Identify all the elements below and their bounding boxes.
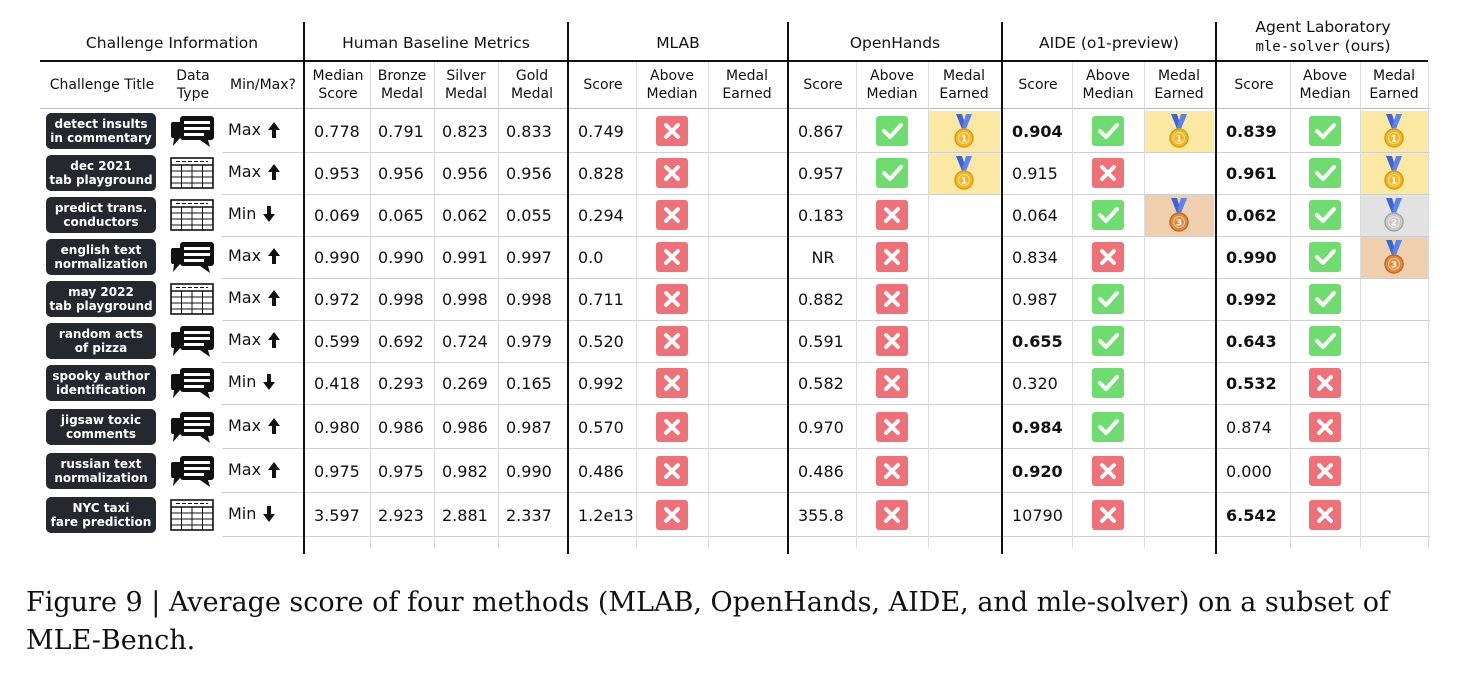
- min-max-indicator: [228, 162, 294, 181]
- silver-threshold-value: 0.823: [442, 121, 488, 141]
- below-median-cross-icon: [856, 236, 928, 278]
- arrow-up-icon: [267, 163, 281, 181]
- silver-threshold-value: 0.986: [442, 417, 488, 437]
- subheader-min-max: Min/Max?: [230, 77, 296, 93]
- mlab-score-value: 0.992: [578, 373, 624, 393]
- subheader-above-median-line: Above: [650, 68, 694, 84]
- subheader-gold-line: Medal: [510, 86, 554, 102]
- challenge-title-line: russian text: [60, 457, 142, 471]
- subheader-data-type-line: Type: [176, 86, 210, 102]
- subheader-above-median-line: Above: [870, 68, 914, 84]
- bronze-threshold-value: 0.293: [378, 373, 424, 393]
- gold-threshold-value: 0.165: [506, 373, 552, 393]
- challenge-title-pill: [46, 113, 156, 149]
- subheader-median-line: Median: [312, 68, 364, 84]
- challenge-title-line: normalization: [54, 257, 148, 271]
- min-max-indicator: [228, 372, 294, 391]
- group-divider-line: [1215, 22, 1217, 554]
- mlab-score-value: 0.749: [578, 121, 624, 141]
- challenge-title-line: spooky author: [52, 369, 150, 383]
- row-divider-line: [40, 108, 1430, 109]
- challenge-title-pill: [46, 409, 156, 445]
- challenge-title-pill: [46, 365, 156, 401]
- below-median-cross-icon: [1072, 152, 1144, 194]
- silver-threshold-value: 0.998: [442, 289, 488, 309]
- below-median-cross-icon: [856, 194, 928, 236]
- mle-score-value: 0.532: [1226, 373, 1277, 393]
- below-median-cross-icon: [636, 450, 708, 492]
- gold-medal-icon: [928, 112, 1000, 150]
- bronze-medal-icon: [1360, 238, 1428, 276]
- group-divider-line: [787, 22, 789, 554]
- gold-threshold-value: 0.998: [506, 289, 552, 309]
- mlab-score-value: 0.520: [578, 331, 624, 351]
- subheader-above-median-line: Median: [1082, 86, 1134, 102]
- group-header-line2: [1255, 37, 1390, 57]
- subheader-above-median: [1290, 62, 1360, 108]
- figure-caption: Figure 9 | Average score of four methods (MLAB, OpenHands, AIDE, and mle-solver) on a subset of MLE-Bench.: [26, 587, 1389, 656]
- median-score-value: 0.990: [314, 247, 360, 267]
- subheader-score: Score: [1234, 77, 1274, 93]
- above-median-check-icon: [1072, 278, 1144, 320]
- silver-threshold-value: 0.956: [442, 163, 488, 183]
- below-median-cross-icon: [636, 278, 708, 320]
- below-median-cross-icon: [636, 236, 708, 278]
- min-max-label: Max: [228, 288, 262, 307]
- below-median-cross-icon: [636, 494, 708, 536]
- silver-threshold-value: 0.062: [442, 205, 488, 225]
- challenge-title-line: of pizza: [74, 341, 128, 355]
- arrow-up-icon: [267, 331, 281, 349]
- arrow-down-icon: [262, 205, 276, 223]
- mle-score-value: 0.839: [1226, 121, 1277, 141]
- subheader-medal-earned-line: Earned: [1154, 86, 1204, 102]
- below-median-cross-icon: [1290, 450, 1360, 492]
- openhands-score-value: 0.867: [798, 121, 844, 141]
- challenge-title-line: random acts: [58, 327, 144, 341]
- group-header: OpenHands: [849, 33, 941, 52]
- above-median-check-icon: [856, 152, 928, 194]
- openhands-score-value: 0.957: [798, 163, 844, 183]
- above-median-check-icon: [1290, 278, 1360, 320]
- subheader-medal-earned-line: Medal: [1157, 68, 1201, 84]
- mlab-score-value: 0.0: [578, 247, 604, 267]
- subheader-challenge-title: Challenge Title: [49, 77, 155, 93]
- subheader-medal-earned: [1144, 62, 1214, 108]
- openhands-score-value: 355.8: [798, 505, 844, 525]
- subheader-score: Score: [803, 77, 843, 93]
- aide-score-value: 0.064: [1012, 205, 1058, 225]
- row-divider-line: [222, 448, 1430, 449]
- group-header: Human Baseline Metrics: [342, 33, 530, 52]
- challenge-title-line: jigsaw toxic: [60, 413, 142, 427]
- aide-score-value: 0.920: [1012, 461, 1063, 481]
- svg-text:1: 1: [960, 134, 968, 145]
- mle-score-value: 0.990: [1226, 247, 1277, 267]
- svg-text:1: 1: [1175, 134, 1183, 145]
- below-median-cross-icon: [636, 320, 708, 362]
- above-median-check-icon: [1290, 236, 1360, 278]
- below-median-cross-icon: [856, 450, 928, 492]
- subheader-medal-earned-line: Earned: [939, 86, 989, 102]
- challenge-title-line: detect insults: [54, 117, 148, 131]
- group-header: Challenge Information: [85, 33, 259, 52]
- median-score-value: 0.418: [314, 373, 360, 393]
- min-max-label: Max: [228, 416, 262, 435]
- median-score-value: 0.980: [314, 417, 360, 437]
- subheader-silver: [434, 62, 498, 108]
- below-median-cross-icon: [636, 110, 708, 152]
- subheader-score: Score: [1018, 77, 1058, 93]
- openhands-score-value: 0.582: [798, 373, 844, 393]
- column-divider-line: [708, 62, 709, 548]
- min-max-indicator: [228, 330, 294, 349]
- table-data-icon: [170, 198, 218, 232]
- mle-score-value: 0.961: [1226, 163, 1277, 183]
- challenge-title-line: english text: [60, 243, 142, 257]
- arrow-up-icon: [267, 121, 281, 139]
- gold-threshold-value: 0.987: [506, 417, 552, 437]
- subheader-above-median-line: Above: [1303, 68, 1347, 84]
- challenge-title-line: normalization: [54, 471, 148, 485]
- gold-medal-icon: [928, 154, 1000, 192]
- above-median-check-icon: [1072, 362, 1144, 404]
- aide-score-value: 0.320: [1012, 373, 1058, 393]
- subheader-medal-earned: [1360, 62, 1428, 108]
- above-median-check-icon: [1072, 194, 1144, 236]
- openhands-score-value: 0.882: [798, 289, 844, 309]
- below-median-cross-icon: [1290, 494, 1360, 536]
- row-divider-line: [222, 404, 1430, 405]
- below-median-cross-icon: [636, 362, 708, 404]
- median-score-value: 0.953: [314, 163, 360, 183]
- min-max-indicator: [228, 504, 294, 523]
- ours-label: (ours): [1339, 36, 1391, 55]
- below-median-cross-icon: [1290, 362, 1360, 404]
- median-score-value: 0.599: [314, 331, 360, 351]
- median-score-value: 0.069: [314, 205, 360, 225]
- median-score-value: 0.975: [314, 461, 360, 481]
- svg-text:1: 1: [960, 176, 968, 187]
- above-median-check-icon: [1290, 194, 1360, 236]
- below-median-cross-icon: [1290, 406, 1360, 448]
- silver-threshold-value: 0.991: [442, 247, 488, 267]
- text-data-icon: [170, 366, 218, 400]
- silver-threshold-value: 2.881: [442, 505, 488, 525]
- group-header: [1218, 14, 1428, 60]
- aide-score-value: 0.987: [1012, 289, 1058, 309]
- mle-score-value: 0.992: [1226, 289, 1277, 309]
- below-median-cross-icon: [856, 494, 928, 536]
- challenge-title-line: predict trans.: [54, 201, 148, 215]
- arrow-down-icon: [262, 373, 276, 391]
- text-data-icon: [170, 454, 218, 488]
- subheader-medal-earned-line: Medal: [942, 68, 986, 84]
- challenge-title-pill: [46, 453, 156, 489]
- subheader-silver-line: Medal: [444, 86, 488, 102]
- challenge-title-line: NYC taxi: [72, 501, 130, 515]
- subheader-median-line: Score: [318, 86, 358, 102]
- min-max-indicator: [228, 120, 294, 139]
- bronze-threshold-value: 0.956: [378, 163, 424, 183]
- silver-threshold-value: 0.724: [442, 331, 488, 351]
- row-divider-line: [222, 536, 1430, 537]
- gold-threshold-value: 0.997: [506, 247, 552, 267]
- gold-threshold-value: 0.979: [506, 331, 552, 351]
- subheader-bronze-line: Bronze: [377, 68, 427, 84]
- gold-threshold-value: 0.055: [506, 205, 552, 225]
- bronze-threshold-value: 0.692: [378, 331, 424, 351]
- subheader-above-median-line: Median: [1299, 86, 1351, 102]
- aide-score-value: 0.834: [1012, 247, 1058, 267]
- challenge-title-line: comments: [66, 427, 136, 441]
- text-data-icon: [170, 114, 218, 148]
- silver-threshold-value: 0.269: [442, 373, 488, 393]
- arrow-up-icon: [267, 461, 281, 479]
- challenge-title-line: identification: [56, 383, 146, 397]
- below-median-cross-icon: [636, 406, 708, 448]
- subheader-gold: [498, 62, 566, 108]
- below-median-cross-icon: [856, 278, 928, 320]
- challenge-title-pill: [46, 155, 156, 191]
- below-median-cross-icon: [1072, 450, 1144, 492]
- subheader-above-median-line: Median: [866, 86, 918, 102]
- subheader-median: [306, 62, 370, 108]
- gold-medal-icon: [1360, 154, 1428, 192]
- below-median-cross-icon: [636, 152, 708, 194]
- min-max-indicator: [228, 204, 294, 223]
- min-max-indicator: [228, 288, 294, 307]
- subheader-above-median: [1072, 62, 1144, 108]
- min-max-label: Max: [228, 330, 262, 349]
- challenge-title-line: may 2022: [68, 285, 134, 299]
- mle-score-value: 6.542: [1226, 505, 1277, 525]
- mlab-score-value: 0.486: [578, 461, 624, 481]
- subheader-medal-earned-line: Medal: [725, 68, 769, 84]
- subheader-bronze: [370, 62, 434, 108]
- subheader-data-type-line: Data: [176, 68, 210, 84]
- mlab-score-value: 0.711: [578, 289, 624, 309]
- median-score-value: 0.778: [314, 121, 360, 141]
- above-median-check-icon: [1072, 110, 1144, 152]
- min-max-label: Max: [228, 162, 262, 181]
- challenge-title-line: fare prediction: [50, 515, 152, 529]
- arrow-up-icon: [267, 247, 281, 265]
- below-median-cross-icon: [856, 362, 928, 404]
- text-data-icon: [170, 240, 218, 274]
- table-data-icon: [170, 156, 218, 190]
- above-median-check-icon: [1290, 320, 1360, 362]
- svg-text:2: 2: [1390, 218, 1398, 229]
- mle-score-value: 0.643: [1226, 331, 1277, 351]
- bronze-threshold-value: 0.791: [378, 121, 424, 141]
- bronze-medal-icon: [1144, 196, 1214, 234]
- subheader-medal-earned: [708, 62, 786, 108]
- aide-score-value: 0.915: [1012, 163, 1058, 183]
- subheader-data-type: [164, 62, 222, 108]
- mle-score-value: 0.062: [1226, 205, 1277, 225]
- above-median-check-icon: [1072, 406, 1144, 448]
- subheader-above-median-line: Median: [646, 86, 698, 102]
- arrow-up-icon: [267, 417, 281, 435]
- bronze-threshold-value: 0.998: [378, 289, 424, 309]
- min-max-indicator: [228, 460, 294, 479]
- mle-score-value: 0.000: [1226, 461, 1272, 481]
- min-max-indicator: [228, 416, 294, 435]
- bronze-threshold-value: 0.990: [378, 247, 424, 267]
- openhands-score-value: 0.183: [798, 205, 844, 225]
- text-data-icon: [170, 324, 218, 358]
- bronze-threshold-value: 0.986: [378, 417, 424, 437]
- silver-medal-icon: [1360, 196, 1428, 234]
- table-data-icon: [170, 498, 218, 532]
- bronze-threshold-value: 0.975: [378, 461, 424, 481]
- below-median-cross-icon: [856, 320, 928, 362]
- challenge-title-line: in commentary: [50, 131, 152, 145]
- mlab-score-value: 1.2e13: [578, 505, 634, 525]
- group-header: MLAB: [656, 33, 700, 52]
- mle-score-value: 0.874: [1226, 417, 1272, 437]
- min-max-label: Min: [228, 504, 257, 523]
- aide-score-value: 0.984: [1012, 417, 1063, 437]
- mlab-score-value: 0.828: [578, 163, 624, 183]
- subheader-score: Score: [583, 77, 623, 93]
- group-divider-line: [303, 22, 305, 554]
- below-median-cross-icon: [636, 194, 708, 236]
- group-header-line1: Agent Laboratory: [1255, 17, 1391, 36]
- below-median-cross-icon: [1072, 236, 1144, 278]
- svg-text:3: 3: [1390, 260, 1398, 271]
- svg-text:1: 1: [1390, 176, 1398, 187]
- svg-text:1: 1: [1390, 134, 1398, 145]
- min-max-label: Max: [228, 460, 262, 479]
- subheader-gold-line: Gold: [515, 68, 549, 84]
- median-score-value: 0.972: [314, 289, 360, 309]
- challenge-title-pill: [46, 197, 156, 233]
- challenge-title-pill: [46, 281, 156, 317]
- bronze-threshold-value: 2.923: [378, 505, 424, 525]
- openhands-score-value: 0.970: [798, 417, 844, 437]
- subheader-above-median: [856, 62, 928, 108]
- openhands-score-value: NR: [811, 247, 835, 267]
- group-header: AIDE (o1-preview): [1039, 33, 1179, 52]
- subheader-bronze-line: Medal: [380, 86, 424, 102]
- text-data-icon: [170, 410, 218, 444]
- gold-threshold-value: 0.956: [506, 163, 552, 183]
- mle-solver-label: mle-solver: [1255, 38, 1340, 55]
- aide-score-value: 0.904: [1012, 121, 1063, 141]
- min-max-indicator: [228, 246, 294, 265]
- openhands-score-value: 0.486: [798, 461, 844, 481]
- challenge-title-line: tab playground: [49, 299, 153, 313]
- gold-threshold-value: 2.337: [506, 505, 552, 525]
- arrow-up-icon: [267, 289, 281, 307]
- min-max-label: Max: [228, 120, 262, 139]
- group-divider-line: [567, 22, 569, 554]
- subheader-medal-earned-line: Earned: [722, 86, 772, 102]
- gold-threshold-value: 0.990: [506, 461, 552, 481]
- below-median-cross-icon: [856, 406, 928, 448]
- above-median-check-icon: [1072, 320, 1144, 362]
- row-divider-line: [222, 492, 1430, 493]
- bronze-threshold-value: 0.065: [378, 205, 424, 225]
- table-data-icon: [170, 282, 218, 316]
- subheader-medal-earned-line: Medal: [1372, 68, 1416, 84]
- below-median-cross-icon: [1072, 494, 1144, 536]
- mlab-score-value: 0.570: [578, 417, 624, 437]
- gold-threshold-value: 0.833: [506, 121, 552, 141]
- subheader-above-median-line: Above: [1086, 68, 1130, 84]
- challenge-title-pill: [46, 239, 156, 275]
- mlab-score-value: 0.294: [578, 205, 624, 225]
- subheader-silver-line: Silver: [446, 68, 486, 84]
- challenge-title-pill: [46, 323, 156, 359]
- above-median-check-icon: [1290, 110, 1360, 152]
- subheader-above-median: [636, 62, 708, 108]
- subheader-medal-earned-line: Earned: [1369, 86, 1419, 102]
- arrow-down-icon: [262, 505, 276, 523]
- challenge-title-line: dec 2021: [70, 159, 132, 173]
- silver-threshold-value: 0.982: [442, 461, 488, 481]
- openhands-score-value: 0.591: [798, 331, 844, 351]
- min-max-label: Min: [228, 204, 257, 223]
- challenge-title-line: tab playground: [49, 173, 153, 187]
- challenge-title-line: conductors: [63, 215, 139, 229]
- median-score-value: 3.597: [314, 505, 360, 525]
- subheader-medal-earned: [928, 62, 1000, 108]
- gold-medal-icon: [1360, 112, 1428, 150]
- min-max-label: Max: [228, 246, 262, 265]
- min-max-label: Min: [228, 372, 257, 391]
- challenge-title-pill: [46, 497, 156, 533]
- above-median-check-icon: [856, 110, 928, 152]
- gold-medal-icon: [1144, 112, 1214, 150]
- column-divider-line: [1428, 62, 1429, 548]
- group-divider-line: [1001, 22, 1003, 554]
- aide-score-value: 0.655: [1012, 331, 1063, 351]
- above-median-check-icon: [1290, 152, 1360, 194]
- svg-text:3: 3: [1175, 218, 1183, 229]
- aide-score-value: 10790: [1012, 505, 1063, 525]
